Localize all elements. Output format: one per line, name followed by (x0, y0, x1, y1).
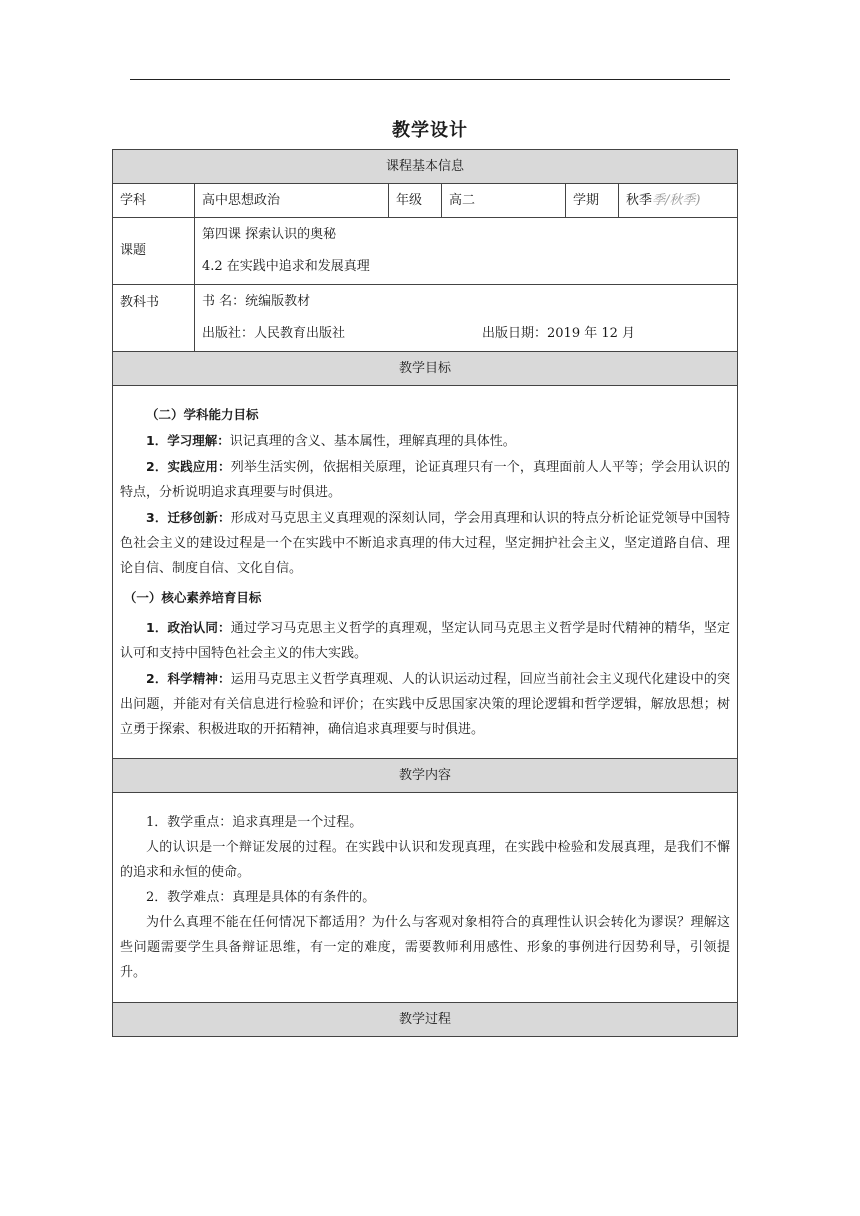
section-objectives: 教学目标 (113, 352, 738, 386)
content-difficulty-explain: 为什么真理不能在任何情况下都适用？为什么与客观对象相符合的真理性认识会转化为谬误？理解这些问题需要学生具备辩证思维，有一定的难度，需要教师利用感性、形象的事例进行因势利导，引领提升。 (120, 915, 731, 980)
term-label: 学期 (566, 184, 619, 218)
publisher-line (202, 318, 730, 350)
topic-row (113, 218, 738, 285)
textbook-cell (195, 285, 738, 352)
section-process-row (113, 1003, 738, 1037)
header-rule (130, 79, 730, 80)
section-objectives-row (113, 352, 738, 386)
core-item-2: 2．科学精神：运用马克思主义哲学真理观、人的认识运动过程，回应当前社会主义现代化建设中的突出问题，并能对有关信息进行检验和评价；在实践中反思国家决策的理论逻辑和哲学逻辑，解放思想；树立勇于探索、积极进取的开拓精神，确信追求真理要与时俱进。 (120, 671, 731, 737)
topic-cell (195, 218, 738, 285)
topic-line-2: 4.2 在实践中追求和发展真理 (202, 259, 370, 274)
content-key-point: 1．教学重点：追求真理是一个过程。 (146, 815, 363, 830)
ability-item-3: 3．迁移创新：形成对马克思主义真理观的深刻认同，学会用真理和认识的特点分析论证党领导中国特色社会主义的建设过程是一个在实践中不断追求真理的伟大过程，坚定拥护社会主义，坚定道路自信、理论自信、制度自信、文化自信。 (120, 510, 731, 576)
section-process: 教学过程 (113, 1003, 738, 1037)
section-content-row (113, 759, 738, 793)
term-value: 秋季 (626, 192, 653, 208)
ability-heading: （二）学科能力目标 (146, 407, 259, 422)
publisher: 出版社：人民教育出版社 (202, 326, 346, 341)
objectives-block (113, 386, 738, 759)
ability-item-1: 1．学习理解：识记真理的含义、基本属性，理解真理的具体性。 (146, 433, 516, 449)
section-content: 教学内容 (113, 759, 738, 793)
section-basic-info-row (113, 150, 738, 184)
textbook-row (113, 285, 738, 352)
core-heading: （一）核心素养培育目标 (123, 590, 262, 605)
document-title: 教学设计 (392, 120, 468, 141)
textbook-name: 书 名：统编版教材 (202, 294, 311, 309)
subject-value: 高中思想政治 (195, 184, 389, 218)
publish-date: 出版日期：2019 年 12 月 (482, 326, 636, 341)
objectives-row (113, 386, 738, 759)
textbook-label: 教科书 (113, 285, 195, 352)
ability-item-2: 2．实践应用：列举生活实例，依据相关原理，论证真理只有一个，真理面前人人平等；学会用认识的特点，分析说明追求真理要与时俱进。 (120, 459, 730, 500)
subject-row (113, 184, 738, 218)
term-faded-text: 季/秋季) (652, 192, 701, 208)
grade-value: 高二 (442, 184, 566, 218)
content-difficulty: 2．教学难点：真理是具体的有条件的。 (146, 890, 376, 905)
subject-label: 学科 (113, 184, 195, 218)
grade-label: 年级 (389, 184, 442, 218)
topic-label: 课题 (113, 218, 195, 285)
core-item-1: 1．政治认同：通过学习马克思主义哲学的真理观，坚定认同马克思主义哲学是时代精神的精华，坚定认可和支持中国特色社会主义的伟大实践。 (120, 620, 730, 661)
topic-line-1: 第四课 探索认识的奥秘 (202, 227, 337, 242)
term-cell (619, 184, 738, 218)
content-key-explain: 人的认识是一个辩证发展的过程。在实践中认识和发现真理，在实践中检验和发展真理，是我们不懈的追求和永恒的使命。 (120, 840, 731, 880)
section-basic-info: 课程基本信息 (113, 150, 738, 184)
content-row (113, 793, 738, 1003)
lesson-plan-table (112, 149, 738, 1037)
content-block (113, 793, 738, 1003)
